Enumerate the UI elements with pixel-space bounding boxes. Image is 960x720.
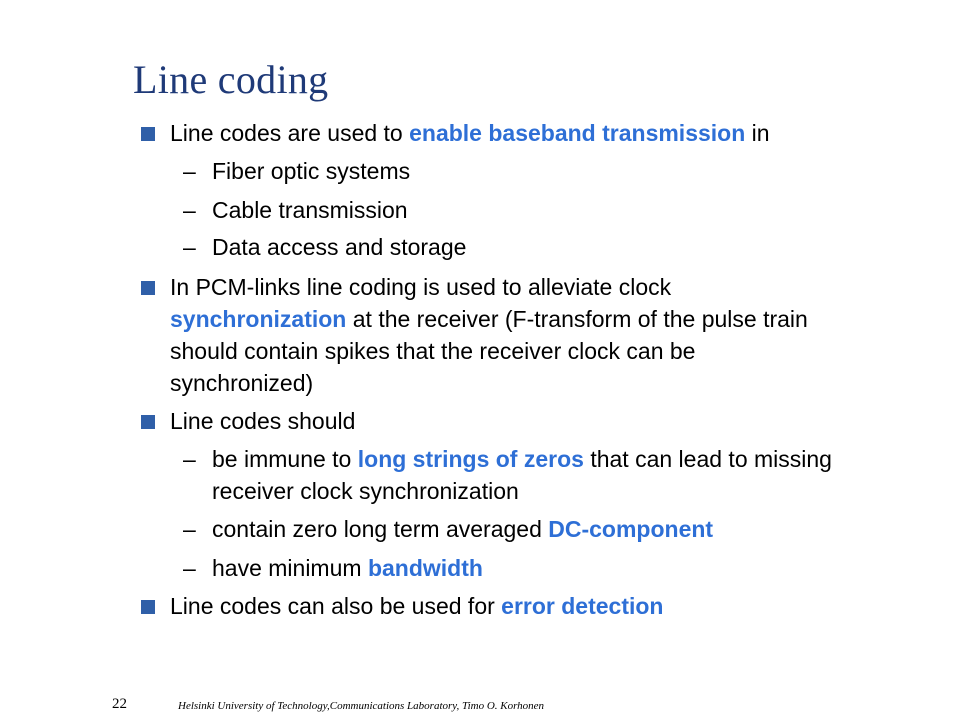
sub-item-immune <box>212 446 832 472</box>
sub-item-cable-transmission: Cable transmission <box>212 197 408 223</box>
text-run: contain zero long term averaged <box>212 516 549 542</box>
highlight-text: long strings of zeros <box>357 446 584 472</box>
bullet-marker <box>141 415 155 429</box>
footer-credit: Helsinki University of Technology,Communications Laboratory, Timo O. Korhonen <box>178 700 545 712</box>
highlight-text: error detection <box>501 593 664 619</box>
text-run: Line codes are used to <box>170 120 410 146</box>
dash-marker: – <box>183 158 196 184</box>
bullet-2-line-2 <box>170 306 808 332</box>
bullet-2-line-3: should contain spikes that the receiver clock can be <box>170 338 696 364</box>
dash-marker: – <box>183 446 196 472</box>
sub-item-bandwidth <box>212 555 483 581</box>
bullet-2-line-1: In PCM-links line coding is used to alleviate clock <box>170 274 672 300</box>
dash-marker: – <box>183 516 196 542</box>
bullet-4-line-1 <box>170 593 664 619</box>
bullet-marker <box>141 127 155 141</box>
highlight-text: bandwidth <box>367 555 483 581</box>
dash-marker: – <box>183 234 196 260</box>
bullet-marker <box>141 281 155 295</box>
sub-item-fiber-optic: Fiber optic systems <box>212 158 411 184</box>
slide-title: Line coding <box>133 57 329 102</box>
page-number: 22 <box>112 696 127 712</box>
text-run: have minimum <box>212 555 368 581</box>
dash-marker: – <box>183 197 196 223</box>
highlight-text: DC-component <box>548 516 714 542</box>
dash-marker: – <box>183 555 196 581</box>
highlight-text: synchronization <box>170 306 347 332</box>
bullet-marker <box>141 600 155 614</box>
text-run: that can lead to missing <box>583 446 832 472</box>
text-run: Line codes can also be used for <box>170 593 502 619</box>
bullet-1-line-1 <box>170 120 770 146</box>
bullet-3-line-1: Line codes should <box>170 408 356 434</box>
sub-item-dc-component <box>212 516 713 542</box>
text-run: at the receiver (F-transform of the pulse train <box>346 306 808 332</box>
bullet-2-line-4: synchronized) <box>170 370 314 396</box>
sub-item-data-access: Data access and storage <box>212 234 467 260</box>
sub-item-immune-cont: receiver clock synchronization <box>212 478 519 504</box>
text-run: in <box>745 120 770 146</box>
text-run: be immune to <box>212 446 358 472</box>
highlight-text: enable baseband transmission <box>409 120 746 146</box>
